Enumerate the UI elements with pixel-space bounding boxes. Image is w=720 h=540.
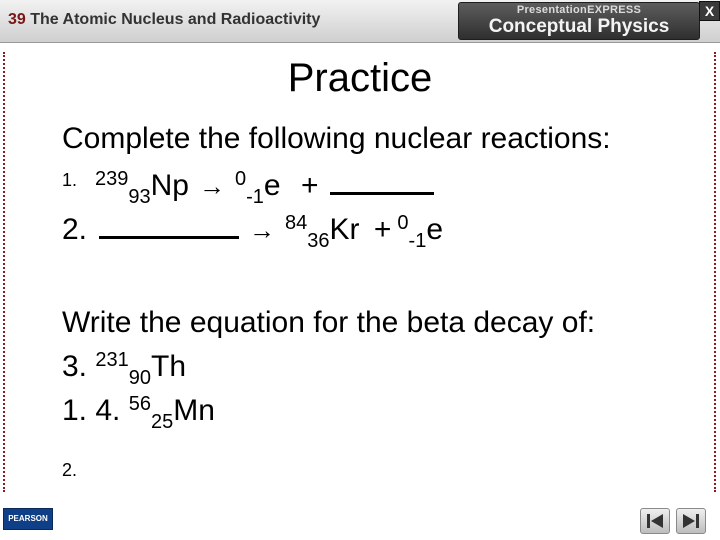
instruction-beta-decay: Write the equation for the beta decay of: bbox=[62, 306, 596, 339]
chapter-name: The Atomic Nucleus and Radioactivity bbox=[30, 11, 321, 28]
previous-slide-button[interactable] bbox=[640, 508, 670, 534]
arrow-icon: → bbox=[249, 215, 276, 245]
close-button[interactable]: X bbox=[699, 1, 720, 21]
chapter-title bbox=[8, 11, 320, 29]
slide-title: Practice bbox=[287, 56, 433, 100]
answer-blank-1 bbox=[330, 168, 434, 195]
electron-mass-number: 0 bbox=[235, 168, 247, 190]
brand-main-text: Conceptual Physics bbox=[488, 16, 670, 37]
right-dotted-rail bbox=[714, 52, 716, 492]
np-atomic-number: 93 bbox=[128, 186, 151, 208]
th-mass-number: 231 bbox=[95, 349, 129, 371]
plus-sign: + bbox=[300, 169, 319, 202]
th-symbol: Th bbox=[151, 350, 187, 383]
header-bar bbox=[0, 0, 720, 43]
np-symbol: Np bbox=[150, 169, 189, 202]
reaction-2 bbox=[62, 212, 444, 252]
reaction-3-number: 3. bbox=[62, 350, 88, 383]
reaction-4 bbox=[62, 393, 215, 433]
previous-slide-icon bbox=[645, 513, 665, 529]
th-atomic-number: 90 bbox=[128, 367, 151, 389]
kr-mass-number: 84 bbox=[285, 212, 308, 234]
reaction-1 bbox=[62, 168, 434, 208]
answer-blank-2 bbox=[99, 212, 239, 239]
pearson-logo: PEARSON bbox=[3, 508, 53, 530]
chapter-number: 39 bbox=[8, 11, 26, 28]
reaction-1-number: 1. bbox=[62, 170, 78, 190]
electron-symbol: e bbox=[426, 213, 444, 246]
left-dotted-rail bbox=[3, 52, 5, 492]
electron-atomic-number: -1 bbox=[408, 230, 427, 252]
electron-atomic-number: -1 bbox=[246, 186, 264, 208]
arrow-icon: → bbox=[199, 171, 225, 201]
electron-mass-number: 0 bbox=[397, 212, 409, 234]
next-slide-button[interactable] bbox=[676, 508, 706, 534]
plus-sign: + bbox=[373, 213, 392, 246]
np-mass-number: 239 bbox=[95, 168, 129, 190]
mn-mass-number: 56 bbox=[128, 393, 151, 415]
brand-top-text: PresentationEXPRESS bbox=[516, 4, 642, 16]
brand-logo bbox=[458, 2, 700, 40]
reaction-4-number: 4. bbox=[95, 394, 121, 427]
footer-list-item: 2. bbox=[62, 460, 78, 480]
reaction-4-prefix: 1. bbox=[62, 394, 88, 427]
reaction-3 bbox=[62, 349, 187, 389]
next-slide-icon bbox=[681, 513, 701, 529]
mn-atomic-number: 25 bbox=[151, 411, 174, 433]
kr-atomic-number: 36 bbox=[307, 230, 330, 252]
electron-symbol: e bbox=[263, 169, 281, 202]
mn-symbol: Mn bbox=[173, 394, 215, 427]
kr-symbol: Kr bbox=[329, 213, 360, 246]
reaction-2-number: 2. bbox=[62, 213, 88, 246]
instruction-complete: Complete the following nuclear reactions: bbox=[62, 122, 611, 155]
